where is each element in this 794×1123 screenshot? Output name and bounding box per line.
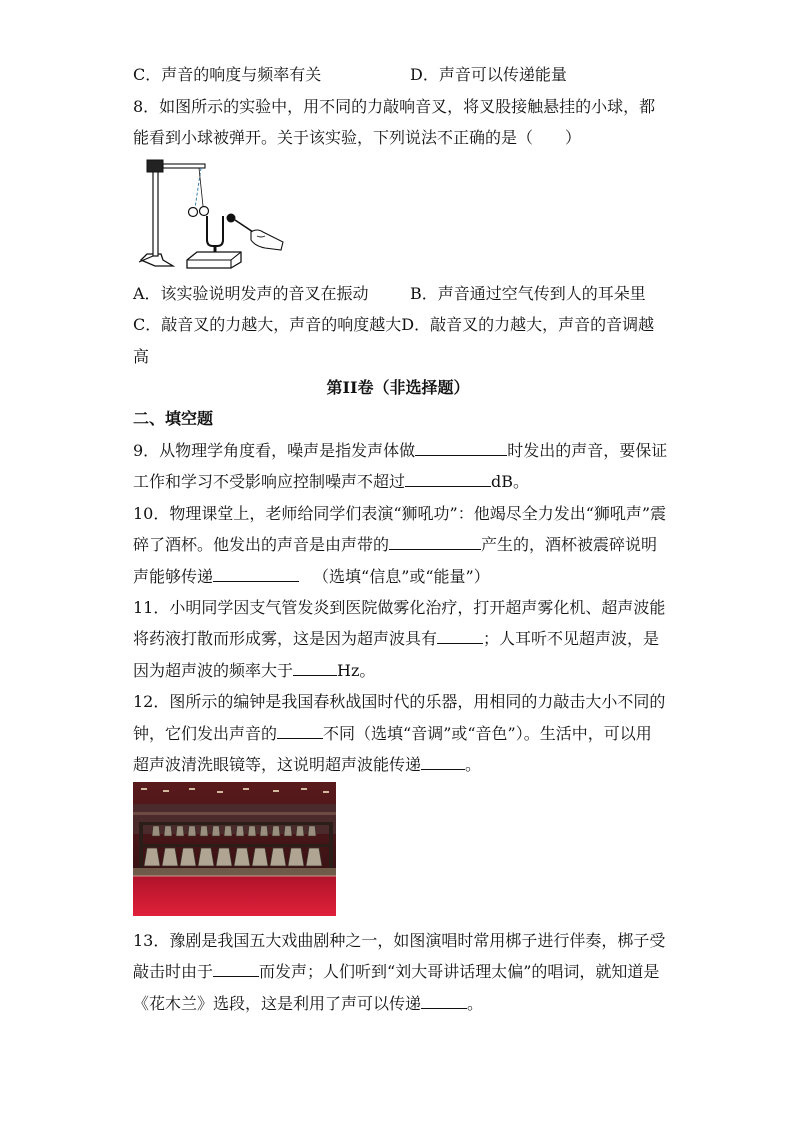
q13-blank-1[interactable] (213, 961, 259, 977)
q11-text-c: ；人耳听不见超声波，是 (483, 629, 660, 648)
q11-text-b: 将药液打散而形成雾，这是因为超声波具有 (133, 629, 438, 648)
part2-title: 二、填空题 (133, 409, 214, 428)
q12-line1: 12．图所示的编钟是我国春秋战国时代的乐器，用相同的力敲击大小不同的 (133, 692, 666, 711)
q12-line2 (133, 723, 663, 745)
q11-text-d: 因为超声波的频率大于 (133, 661, 294, 680)
q13-text-d: 《花木兰》选段，这是利用了声可以传递 (133, 994, 422, 1013)
q9-text-d: dB。 (491, 472, 530, 491)
q11-line3 (133, 660, 663, 682)
q9-line1 (133, 440, 668, 462)
q13-text-c: 而发声；人们听到“刘大哥讲话理太偏”的唱词，就知道是 (259, 962, 660, 981)
q13-line2 (133, 961, 663, 983)
q10-blank-1[interactable] (389, 534, 481, 550)
q10-line1: 10．物理课堂上，老师给同学们表演“狮吼功”：他竭尽全力发出“狮吼声”震 (133, 504, 667, 523)
q8-stem-line2: 能看到小球被弹开。关于该实验，下列说法不正确的是（ ） (133, 128, 582, 147)
q12-text-c: 不同（选填“音调”或“音色”）。生活中，可以用 (323, 724, 652, 743)
q9-text-a: 9．从物理学角度看，噪声是指发声体做 (133, 441, 416, 460)
q11-text-e: Hz。 (337, 661, 376, 680)
q11-line2 (133, 628, 663, 650)
q8-option-c: C．敲音叉的力越大，声音的响度越大 (133, 315, 402, 334)
q12-text-e: 。 (465, 755, 482, 774)
q10-text-c: 产生的，酒杯被震碎说明 (481, 535, 658, 554)
q10-text-d: 声能够传递 (133, 567, 214, 586)
q8-option-d-continued: 高 (133, 347, 150, 366)
q9-blank-1[interactable] (415, 440, 507, 456)
q8-option-d: D．敲音叉的力越大，声音的音调越 (401, 315, 655, 334)
q9-text-c: 工作和学习不受影响应控制噪声不超过 (133, 472, 406, 491)
q10-blank-2[interactable] (213, 566, 299, 582)
q13-line3 (133, 993, 663, 1015)
q7-option-c: C．声音的响度与频率有关 (133, 65, 322, 84)
q8-options-row1 (133, 283, 663, 305)
tuning-fork-figure (133, 156, 293, 274)
q12-text-b: 钟，它们发出声音的 (133, 724, 278, 743)
q13-text-e: 。 (467, 994, 484, 1013)
q7-option-d: D．声音可以传递能量 (410, 65, 567, 84)
section-title: 第II卷（非选择题） (326, 378, 470, 397)
q8-option-a: A．该实验说明发声的音叉在振动 (133, 284, 369, 303)
bianzhong-photo (133, 782, 336, 916)
q13-text-b: 敲击时由于 (133, 962, 214, 981)
q13-blank-2[interactable] (421, 993, 467, 1009)
q9-text-b: 时发出的声音，要保证 (507, 441, 668, 460)
q9-line2 (133, 471, 663, 493)
q10-text-e: （选填“信息”或“能量”） (313, 567, 490, 586)
q12-text-d: 超声波清洗眼镜等，这说明超声波能传递 (133, 755, 422, 774)
q11-line1: 11．小明同学因支气管发炎到医院做雾化治疗，打开超声雾化机、超声波能 (133, 598, 666, 617)
q8-options-row2 (133, 314, 663, 336)
q11-blank-1[interactable] (437, 628, 483, 644)
q10-line2 (133, 534, 663, 556)
q12-line3 (133, 754, 663, 776)
q8-option-b: B．声音通过空气传到人的耳朵里 (410, 284, 646, 303)
q10-text-b: 碎了酒杯。他发出的声音是由声带的 (133, 535, 390, 554)
q12-blank-2[interactable] (421, 754, 465, 770)
q13-line1: 13．豫剧是我国五大戏曲剧种之一，如图演唱时常用梆子进行伴奏，梆子受 (133, 931, 666, 950)
q7-options-row (133, 64, 663, 86)
q10-line3 (133, 566, 663, 588)
q8-stem-line1: 8．如图所示的实验中，用不同的力敲响音叉，将叉股接触悬挂的小球，都 (133, 97, 656, 116)
q11-blank-2[interactable] (293, 660, 337, 676)
q12-blank-1[interactable] (277, 723, 323, 739)
q9-blank-2[interactable] (405, 471, 491, 487)
